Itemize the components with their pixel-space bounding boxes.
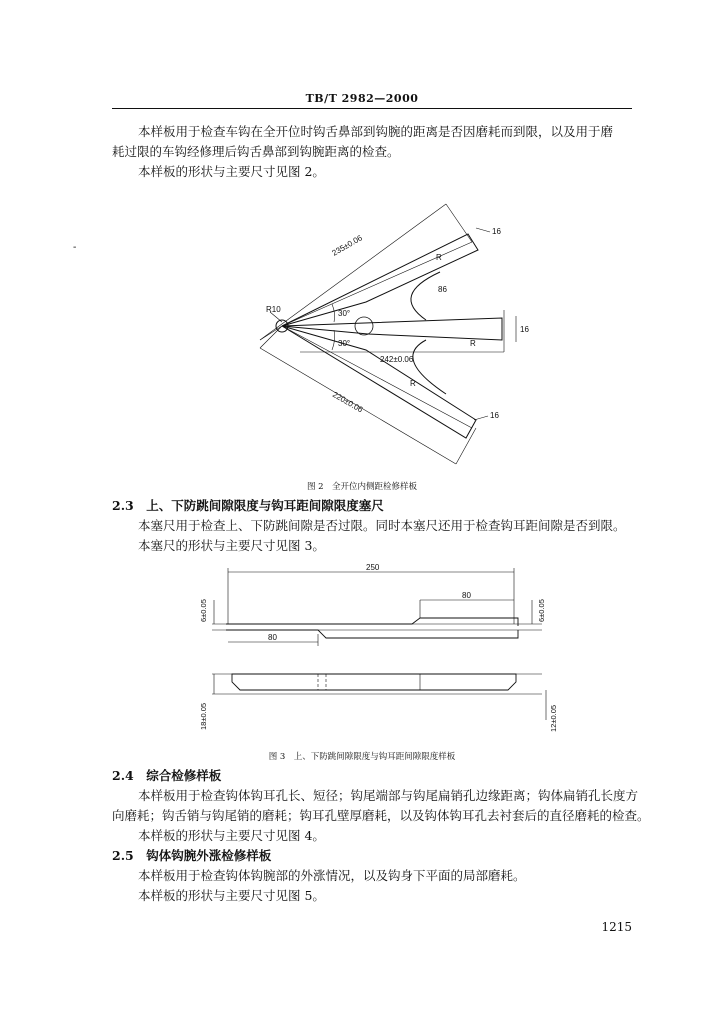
dim-thick-right-top-label: 6±0.05: [537, 599, 546, 622]
gauge-side-profile: [232, 674, 516, 690]
dim-radius-86: 86: [438, 285, 447, 294]
figure-3-caption: 图 3 上、下防跳间隙限度与钩耳距间隙限度样板: [268, 752, 456, 762]
lower-notch-curve: [413, 340, 446, 394]
lower-arm-centerline: [282, 326, 472, 428]
dim-left-step-length: 80: [268, 633, 277, 642]
dim-width-upper: 16: [492, 227, 501, 236]
section-2-4-line-3: 本样板的形状与主要尺寸见图 4。: [138, 828, 325, 843]
dim-width-lower: 16: [490, 411, 499, 420]
figure-2-caption: 图 2 全开位内侧距检修样板: [306, 482, 418, 492]
upper-arm-outline: [282, 234, 478, 326]
dim-width-lower-leader: [474, 416, 488, 420]
dim-thick-left-bottom-label: 18±0.05: [199, 702, 208, 730]
section-2-3-heading: 2.3 上、下防跳间隙限度与钩耳距间隙限度塞尺: [112, 498, 384, 513]
section-2-3-line-2: 本塞尺的形状与主要尺寸见图 3。: [138, 538, 325, 553]
dim-radius-lower: R: [410, 379, 416, 388]
ext-line-upper-end: [446, 204, 472, 242]
dim-radius-mid: R: [470, 339, 476, 348]
section-2-4-line-1: 本样板用于检查钩体钩耳孔长、短径；钩尾端部与钩尾扁销孔边缘距离；钩体扁销孔长度方: [138, 788, 639, 803]
dim-radius-upper: R: [436, 253, 442, 262]
center-hole: [355, 317, 373, 335]
dim-width-upper-leader: [476, 228, 490, 232]
dim-line-upper: [260, 204, 446, 340]
dim-angle-top: 30°: [338, 309, 351, 318]
figure-2-drawing: [240, 190, 540, 472]
intro-line-3: 本样板的形状与主要尺寸见图 2。: [138, 164, 325, 179]
dim-tip-radius: R10: [266, 305, 281, 314]
header-rule: [112, 108, 632, 109]
intro-line-2: 耗过限的车钩经修理后钩舌鼻部到钩腕距离的检查。: [112, 144, 400, 159]
section-2-3-line-1: 本塞尺用于检查上、下防跳间隙是否过限。同时本塞尺还用于检查钩耳距间隙是否到限。: [138, 518, 626, 533]
dim-right-step-length: 80: [462, 591, 471, 600]
intro-line-1: 本样板用于检查车钩在全开位时钩舌鼻部到钩腕的距离是否因磨耗而到限，以及用于磨: [138, 124, 614, 139]
page-number: 1215: [601, 920, 632, 934]
lower-arm-outline: [282, 326, 476, 438]
section-2-5-line-2: 本样板的形状与主要尺寸见图 5。: [138, 888, 325, 903]
dim-thick-left-top-label: 6±0.05: [199, 599, 208, 622]
figure-3-drawing: [192, 560, 564, 740]
dim-lower-length: 220±0.06: [331, 389, 365, 415]
dim-upper-length: 235±0.06: [330, 233, 364, 258]
dim-overall-length: 250: [366, 563, 380, 572]
dim-middle-length: 242±0.06: [380, 355, 414, 364]
section-2-4-heading: 2.4 综合检修样板: [112, 768, 222, 783]
page-header-code: TB/T 2982—2000: [305, 92, 419, 105]
dim-width-mid-label: 16: [520, 325, 529, 334]
section-2-4-line-2: 向磨耗；钩舌销与钩尾销的磨耗；钩耳孔壁厚磨耗，以及钩体钩耳孔去衬套后的直径磨耗的检查。: [112, 808, 650, 823]
middle-prong-outline: [282, 318, 502, 340]
margin-mark: -: [73, 242, 77, 253]
section-2-5-heading: 2.5 钩体钩腕外涨检修样板: [112, 848, 272, 863]
angle-arc-top: [332, 304, 335, 322]
dim-thick-right-bottom-label: 12±0.05: [549, 704, 558, 732]
section-2-5-line-1: 本样板用于检查钩体钩腕部的外涨情况，以及钩身下平面的局部磨耗。: [138, 868, 526, 883]
dim-angle-bottom: 30°: [338, 339, 351, 348]
gauge-top-edge: [226, 618, 518, 626]
ext-line-tip-lower: [260, 326, 282, 348]
